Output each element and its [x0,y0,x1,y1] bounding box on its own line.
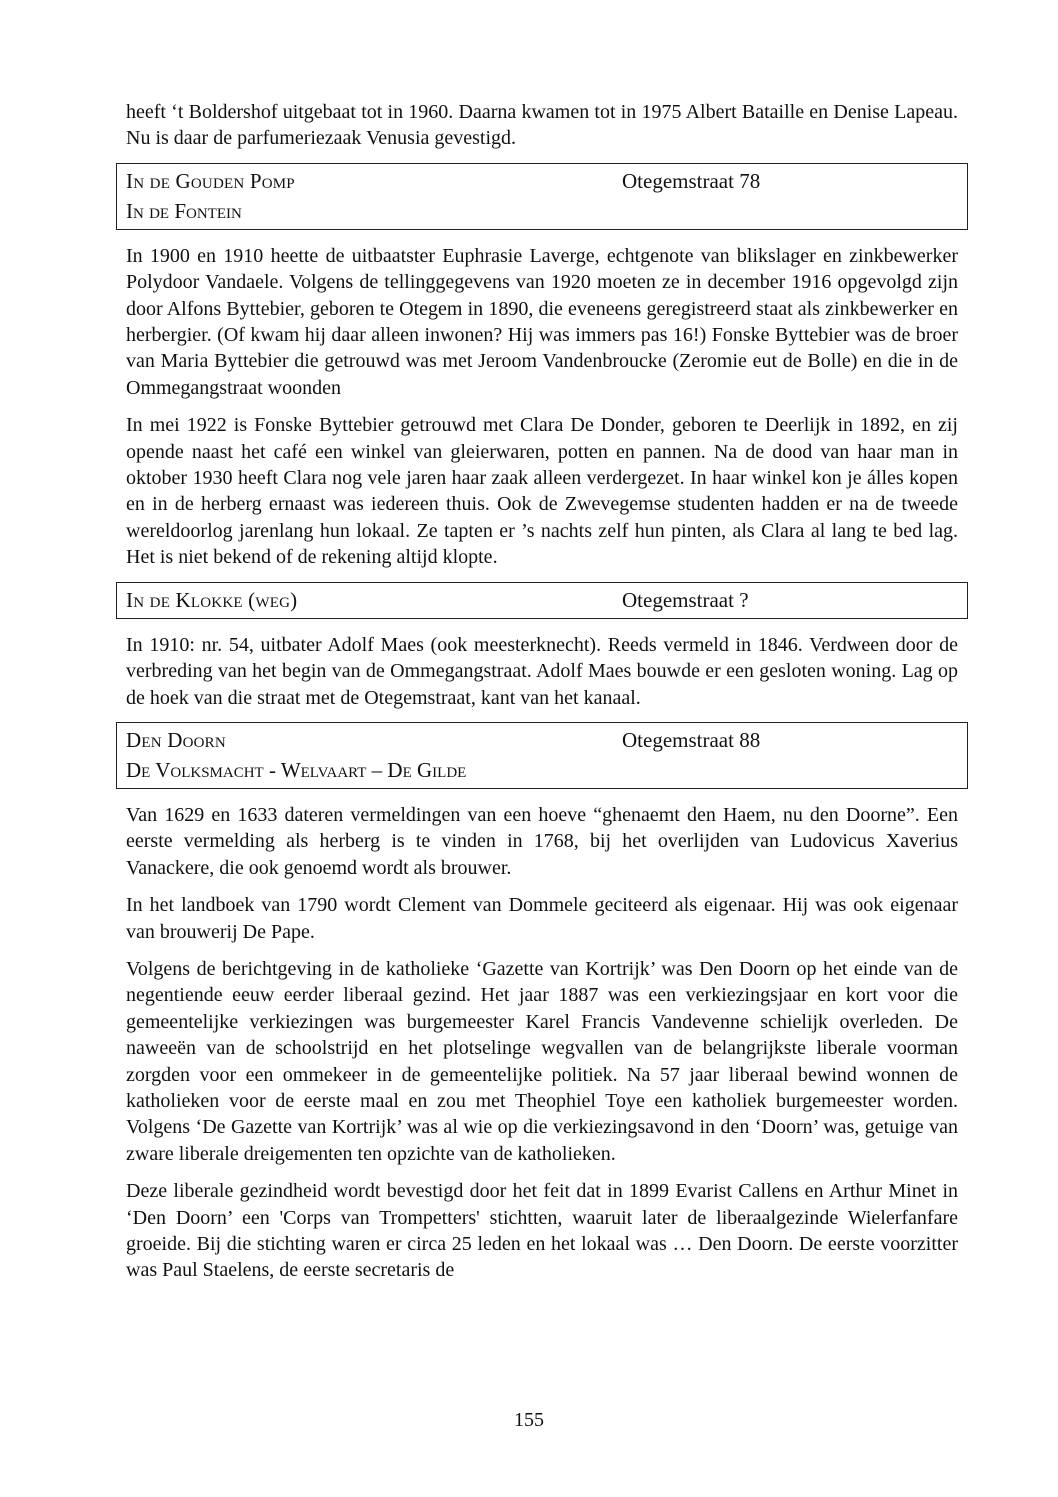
section-heading-gouden-pomp [116,163,968,230]
section-name: In de Gouden Pomp [126,168,295,193]
intro-paragraph: heeft ‘t Boldershof uitgebaat tot in 1960. Daarna kwamen tot in 1975 Albert Bataille en Denise Lapeau. Nu is daar de parfumeriezaak Venusia gevestigd. [126,101,958,150]
paragraph: In mei 1922 is Fonske Byttebier getrouwd met Clara De Donder, geboren te Deerlijk in 1892, en zij opende naast het café een winkel van gleierwaren, potten en pannen. Na de dood van haar man in oktober 1930 heeft Clara nog vele jaren haar zaak alleen verdergezet. In haar winkel kon je álles kopen en in de herberg ernaast was iedereen thuis. Ook de Zwevegemse studenten hadden er na de tweede wereldoorlog jarenlang hun lokaal. Ze tapten er ’s nachts zelf hun pinten, als Clara al lang te bed lag. Het is niet bekend of de rekening altijd klopte. [126,414,958,569]
paragraph: In 1900 en 1910 heette de uitbaatster Euphrasie Laverge, echtgenote van blikslager en zinkbewerker Polydoor Vandaele. Volgens de tellinggegevens van 1920 moeten ze in december 1916 opgevolgd zijn door Alfons Byttebier, geboren te Otegem in 1890, die eveneens geregistreerd staat als zinkbewerker en herbergier. (Of kwam hij daar alleen inwonen? Hij was immers pas 16!) Fonske Byttebier was de broer van Maria Byttebier die getrouwd was met Jeroom Vandenbroucke (Zeromie eut de Bolle) en die in de Ommegangstraat woonden [126,244,958,399]
section-subtitle: In de Fontein [126,198,242,223]
section-address: Otegemstraat ? [622,587,749,612]
paragraph: In het landboek van 1790 wordt Clement van Dommele geciteerd als eigenaar. Hij was ook eigenaar van brouwerij De Pape. [126,894,958,943]
page-number: 155 [514,1409,544,1431]
section-heading-klokke [116,582,968,619]
section-name: In de Klokke (weg) [126,587,298,612]
section-address: Otegemstraat 88 [622,727,761,752]
paragraph: In 1910: nr. 54, uitbater Adolf Maes (ook meesterknecht). Reeds vermeld in 1846. Verdween door de verbreding van het begin van de Ommegangstraat. Adolf Maes bouwde er een gesloten woning. Lag op de hoek van die straat met de Otegemstraat, kant van het kanaal. [126,633,958,709]
page-content [126,99,958,1295]
paragraph: Van 1629 en 1633 dateren vermeldingen van een hoeve “ghenaemt den Haem, nu den Doorne”. Een eerste vermelding als herberg is te vinden in 1768, bij het overlijden van Ludovicus Xaverius Vanackere, die ook genoemd wordt als brouwer. [126,803,958,879]
section-heading-den-doorn [116,722,968,789]
paragraph: Deze liberale gezindheid wordt bevestigd door het feit dat in 1899 Evarist Callens en Arthur Minet in ‘Den Doorn’ een 'Corps van Trompetters' stichtten, waaruit later de liberaalgezinde Wielerfanfare groeide. Bij die stichting waren er circa 25 leden en het lokaal was … Den Doorn. De eerste voorzitter was Paul Staelens, de eerste secretaris de [126,1180,958,1282]
section-address: Otegemstraat 78 [622,168,761,193]
section-subtitle: De Volksmacht - Welvaart – De Gilde [126,757,467,782]
section-name: Den Doorn [126,727,226,752]
paragraph: Volgens de berichtgeving in de katholieke ‘Gazette van Kortrijk’ was Den Doorn op het einde van de negentiende eeuw eerder liberaal gezind. Het jaar 1887 was een verkiezingsjaar en kort voor die gemeentelijke verkiezingen was burgemeester Karel Francis Vandevenne schielijk overleden. De naweeën van de schoolstrijd en het plotselinge wegvallen van de belangrijkste liberale voorman zorgden voor een ommekeer in de gemeentelijke politiek. Na 57 jaar liberaal bewind wonnen de katholieken voor de eerste maal en zou met Theophiel Toye een katholiek burgemeester worden. Volgens ‘De Gazette van Kortrijk’ was al wie op die verkiezingsavond in den ‘Doorn’ was, getuige van zware liberale dreigementen ten opzichte van de katholieken. [126,957,958,1165]
